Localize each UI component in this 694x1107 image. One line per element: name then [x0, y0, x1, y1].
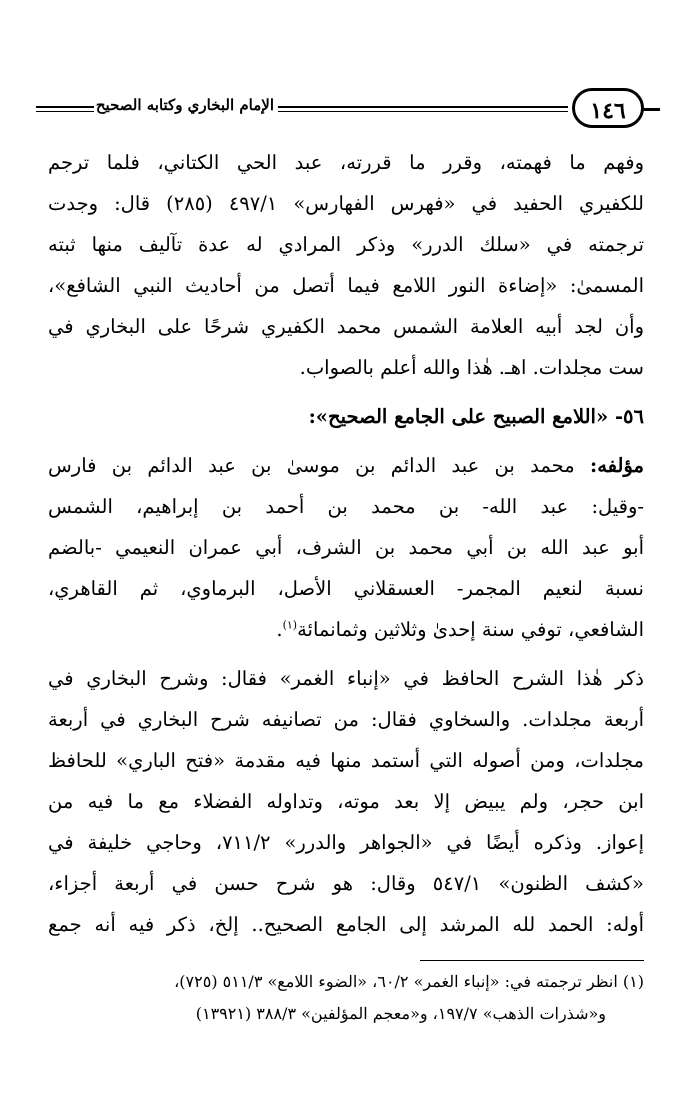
header-rule	[642, 108, 660, 111]
author-line-end: الشافعي، توفي سنة إحدىٰ وثلاثين وثمانمائة$^{(١)}$.	[276, 618, 644, 641]
header-rule	[36, 106, 94, 108]
text-line: ابن حجر، ولم يبيض إلا بعد موته، وتداوله الفضلاء مع ما فيه من	[48, 790, 644, 813]
footnote-separator	[420, 960, 644, 961]
text-line: نسبة لنعيم المجمر- العسقلاني الأصل، البرماوي، ثم القاهري،	[48, 577, 644, 600]
author-text: محمد بن عبد الدائم بن موسىٰ بن عبد الدائم بن فارس	[48, 454, 575, 477]
text-line: أوله: الحمد لله المرشد إلى الجامع الصحيح.. إلخ، ذكر فيه أنه جمع	[48, 913, 644, 936]
text-line: ست مجلدات. اهـ. هٰذا والله أعلم بالصواب.	[299, 356, 644, 379]
footnote-line: و«شذرات الذهب» ١٩٧/٧، و«معجم المؤلفين» ٣٨٨/٣ (١٣٩٢١)	[195, 1004, 606, 1023]
author-line	[48, 445, 644, 486]
text-line: المسمىٰ: «إضاءة النور اللامع فيما أتصل من أحاديث النبي الشافع»،	[48, 274, 644, 297]
text-line: للكفيري الحفيد في «فهرس الفهارس» ٤٩٧/١ (٢٨٥) قال: وجدت	[48, 192, 644, 215]
text-line: وفهم ما فهمته، وقرر ما قررته، عبد الحي الكتاني، فلما ترجم	[48, 151, 644, 174]
text-line: أربعة مجلدات. والسخاوي فقال: من تصانيفه شرح البخاري في أربعة	[48, 708, 644, 731]
page-number: ١٤٦	[572, 88, 644, 128]
text-line: ذكر هٰذا الشرح الحافظ في «إنباء الغمر» فقال: وشرح البخاري في	[48, 667, 644, 690]
main-text	[48, 142, 644, 945]
header-rule	[278, 106, 568, 108]
header-rule	[36, 111, 94, 112]
footnotes	[48, 966, 644, 1030]
footnote-marker: (١)	[282, 618, 298, 632]
text-line: وأن لجد أبيه العلامة الشمس محمد الكفيري شرحًا على البخاري في	[48, 315, 644, 338]
text-line: -وقيل: عبد الله- بن محمد بن أحمد بن إبراهيم، الشمس	[48, 495, 644, 518]
text-line: «كشف الظنون» ٥٤٧/١ وقال: هو شرح حسن في أربعة أجزاء،	[48, 872, 644, 895]
text-line: الشافعي، توفي سنة إحدىٰ وثلاثين وثمانمائة	[297, 618, 644, 641]
footnote-line: (١) انظر ترجمته في: «إنباء الغمر» ٦٠/٢، «الضوء اللامع» ٥١١/٣ (٧٢٥)،	[174, 972, 644, 991]
section-heading: ٥٦- «اللامع الصبيح على الجامع الصحيح»:	[308, 405, 644, 428]
page-header	[36, 88, 660, 132]
header-rule	[278, 111, 568, 112]
author-label: مؤلفه:	[590, 454, 644, 477]
text-line: إعواز. وذكره أيضًا في «الجواهر والدرر» ٧١١/٢، وحاجي خليفة في	[48, 831, 644, 854]
text-line: ترجمته في «سلك الدرر» وذكر المرادي له عدة تآليف منها ثبته	[48, 233, 644, 256]
running-title: الإمام البخاري وكتابه الصحيح	[95, 96, 274, 114]
text-line: مجلدات، ومن أصوله التي أستمد منها فيه مقدمة «فتح الباري» للحافظ	[48, 749, 644, 772]
text-line: أبو عبد الله بن أبي محمد بن الشرف، أبي عمران النعيمي -بالضم	[48, 536, 644, 559]
